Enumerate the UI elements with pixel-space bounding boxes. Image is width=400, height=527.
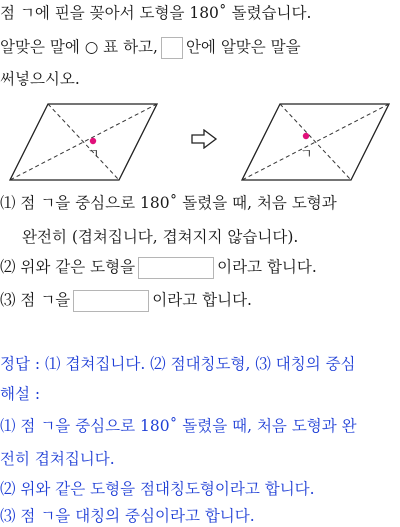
question-2 [0,256,317,279]
problem-line-1: 점 ㄱ에 핀을 꽂아서 도형을 180˚ 돌렸습니다. [0,4,312,22]
parallelogram-original [0,98,170,190]
center-point-left [90,138,96,144]
diagonal-1-rotated [280,104,351,180]
question-1-line-1: ⑴ 점 ㄱ을 중심으로 180˚ 돌렸을 때, 처음 도형과 [0,194,337,212]
explanation-3: ⑵ 위와 같은 도형을 점대칭도형이라고 합니다. [0,480,315,498]
question-3-answer-box[interactable] [73,290,149,312]
answer-blank-example-box [161,37,183,59]
problem-line-2 [0,36,301,59]
problem-line-3: 써넣으시오. [0,70,80,88]
parallelogram-rotated [232,98,400,190]
center-label-right: ㄱ [300,147,313,162]
question-2-before: ⑵ 위와 같은 도형을 [0,258,136,276]
question-3-before: ⑶ 점 ㄱ을 [0,291,71,309]
question-3 [0,289,252,312]
hollow-right-arrow-icon [190,129,220,149]
explanation-title: 해설 : [0,385,41,403]
question-2-answer-box[interactable] [138,257,214,279]
explanation-2: 전히 겹쳐집니다. [0,450,115,468]
explanation-1: ⑴ 점 ㄱ을 중심으로 180˚ 돌렸을 때, 처음 도형과 완 [0,417,357,435]
center-point-right [303,133,309,139]
question-3-after: 이라고 합니다. [152,291,252,309]
problem-line-2-b: 안에 알맞은 말을 [185,38,301,56]
question-2-after: 이라고 합니다. [217,258,317,276]
explanation-4: ⑶ 점 ㄱ을 대칭의 중심이라고 합니다. [0,507,255,525]
center-label-left: ㄱ [87,147,100,162]
problem-line-2-a: 알맞은 말에 ○ 표 하고, [0,38,158,56]
answer-line: 정답 : ⑴ 겹쳐집니다. ⑵ 점대칭도형, ⑶ 대칭의 중심 [0,355,356,373]
diagonal-1 [48,104,119,180]
question-1-line-2: 완전히 (겹쳐집니다, 겹쳐지지 않습니다). [22,228,299,246]
